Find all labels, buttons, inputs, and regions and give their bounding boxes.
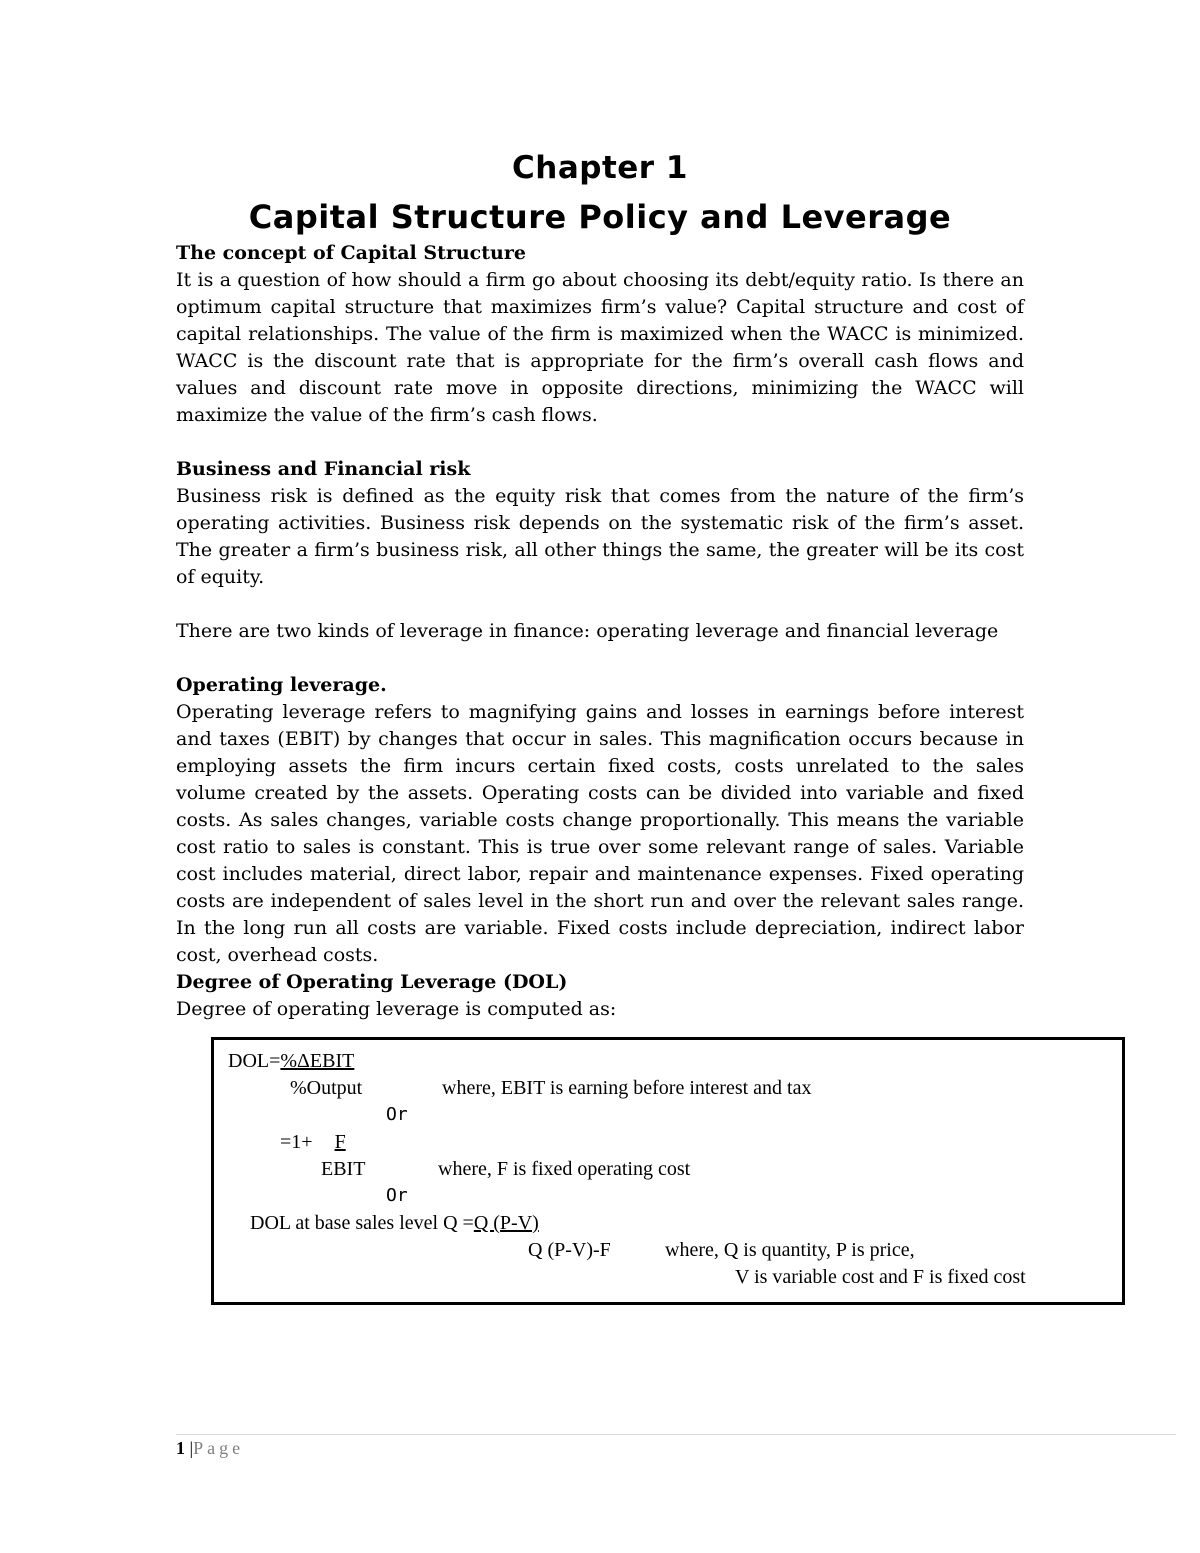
section-heading-dol: Degree of Operating Leverage (DOL)	[176, 971, 568, 993]
formula-note-f: where, F is fixed operating cost	[438, 1158, 691, 1180]
formula-or-2: Or	[386, 1185, 408, 1206]
paragraph-dol: Degree of operating leverage is computed as:	[176, 998, 617, 1020]
paragraph-operating-leverage: Operating leverage refers to magnifying gains and losses in earnings before interest and taxes (EBIT) by changes that occur in sales. This magnification occurs because in employing assets the firm incurs certain fixed costs, costs unrelated to the sales volume created by the assets. Operating costs can be divided into variable and fixed costs. As sales changes, variable costs change proportionally. This means the variable cost ratio to sales is constant. This is true over some relevant range of sales. Variable cost includes material, direct labor, repair and maintenance expenses. Fixed operating costs are independent of sales level in the short run and over the relevant sales range. In the long run all costs are variable. Fixed costs include depreciation, indirect labor cost, overhead costs.	[176, 701, 1024, 966]
formula-note-v: V is variable cost and F is fixed cost	[735, 1266, 1026, 1288]
formula-note-q: where, Q is quantity, P is price,	[665, 1239, 915, 1261]
page-number: 1	[176, 1438, 185, 1458]
chapter-title: Capital Structure Policy and Leverage	[248, 198, 952, 236]
formula-numerator-qpv: Q (P-V)	[473, 1212, 539, 1234]
page-label: Page	[193, 1438, 245, 1458]
document-body	[176, 240, 1024, 1023]
section-heading-capital-structure: The concept of Capital Structure	[176, 242, 526, 264]
page-footer	[176, 1438, 244, 1459]
dol-formula-box	[211, 1037, 1125, 1305]
formula-numerator-ebit: %ΔEBIT	[280, 1050, 355, 1072]
formula-or-1: Or	[386, 1104, 408, 1125]
formula-denominator-ebit: EBIT	[321, 1158, 366, 1180]
formula-line-3: =1+ F	[280, 1131, 346, 1153]
formula-line-5: DOL at base sales level Q =Q (P-V)	[250, 1212, 539, 1234]
paragraph-capital-structure: It is a question of how should a firm go about choosing its debt/equity ratio. Is there an optimum capital structure that maximizes firm’s value? Capital structure and cost of capital relationships. The value of the firm is maximized when the WACC is minimized. WACC is the discount rate that is appropriate for the firm’s overall cash flows and values and discount rate move in opposite directions, minimizing the WACC will maximize the value of the firm’s cash flows.	[176, 269, 1024, 426]
formula-numerator-f: F	[334, 1131, 346, 1153]
footer-divider	[176, 1434, 1176, 1435]
paragraph-leverage-intro: There are two kinds of leverage in finance: operating leverage and financial leverage	[176, 620, 999, 642]
chapter-number: Chapter 1	[512, 150, 688, 186]
section-heading-operating-leverage: Operating leverage.	[176, 674, 387, 696]
formula-note-ebit: where, EBIT is earning before interest and tax	[442, 1077, 812, 1099]
paragraph-business-risk: Business risk is defined as the equity risk that comes from the nature of the firm’s operating activities. Business risk depends on the systematic risk of the firm’s asset. The greater a firm’s business risk, all other things the same, the greater will be its cost of equity.	[176, 485, 1024, 588]
formula-denominator-qpvf: Q (P-V)-F	[528, 1239, 611, 1261]
section-heading-business-risk: Business and Financial risk	[176, 458, 471, 480]
formula-line-1: DOL=%ΔEBIT	[228, 1050, 355, 1072]
formula-denominator-output: %Output	[290, 1077, 363, 1099]
footer-separator: |	[189, 1438, 194, 1458]
